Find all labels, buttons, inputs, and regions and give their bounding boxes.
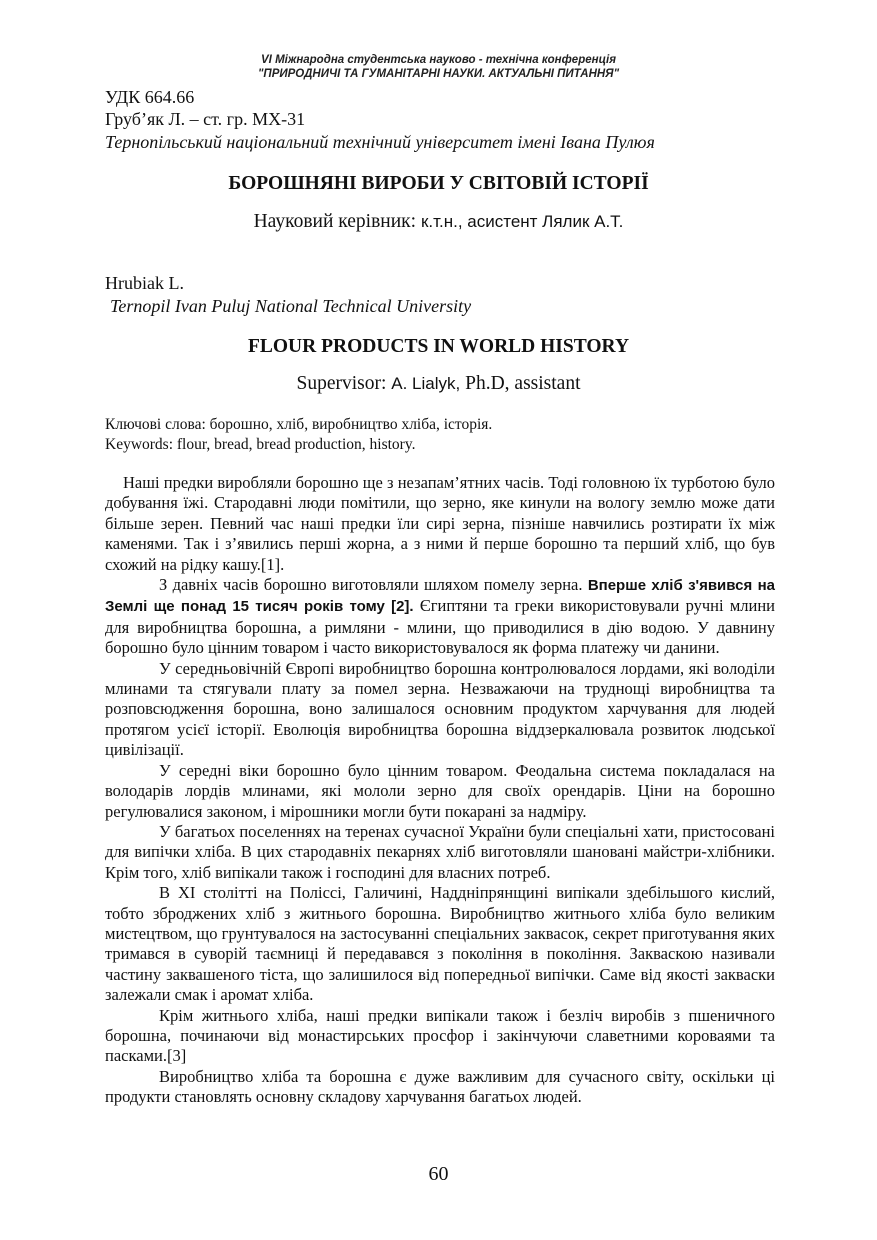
paragraph-2-end: Єгиптяни та греки використовували ручні млини для виробництва борошна, а римляни - млини, що приводилися в дію водою. У давнину борошно було цінним товаром і часто використовувалося як форма платежу чи данини.: [105, 596, 775, 658]
keywords-en: Keywords: flour, bread, bread production, history.: [105, 436, 416, 453]
conference-header-line2: "ПРИРОДНИЧІ ТА ГУМАНІТАРНІ НАУКИ. АКТУАЛЬНІ ПИТАННЯ": [257, 68, 620, 80]
supervisor-en-suffix: Ph.D, assistant: [460, 373, 581, 394]
paragraph-7: Крім житнього хліба, наші предки випікали також і безліч виробів з пшеничного борошна, починаючи від монастирських просфор і закінчуючи славетними короваями та пасками.[3]: [105, 1005, 775, 1066]
affiliation-en: Ternopil Ivan Puluj National Technical University: [110, 296, 472, 316]
author-ua: Груб’як Л. – ст. гр. МХ-31: [105, 109, 306, 129]
supervisor-ua-name: к.т.н., асистент Лялик А.Т.: [420, 212, 624, 231]
supervisor-ua-prefix: Науковий керівник:: [253, 211, 421, 232]
title-en: FLOUR PRODUCTS IN WORLD HISTORY: [247, 336, 630, 357]
affiliation-ua: Тернопільський національний технічний університет імені Івана Пулюя: [105, 132, 655, 152]
paragraph-2: [105, 575, 775, 659]
supervisor-en-prefix: Supervisor:: [296, 373, 392, 394]
page-number: 60: [428, 1163, 449, 1185]
paragraph-2-highlight: Вперше хліб з'явився на Землі ще понад 15 тисяч років тому [2].: [105, 577, 775, 616]
paragraph-5: У багатьох поселеннях на теренах сучасної України були спеціальні хати, пристосовані для випічки хліба. В цих стародавніх пекарнях хліб виготовляли шановані майстри-хлібники. Крім того, хліб випікали також і господині для власних потреб.: [105, 821, 775, 882]
paragraph-1: Наші предки виробляли борошно ще з незапам’ятних часів. Тоді головною їх турботою було добування їжі. Стародавні люди помітили, що зерно, яке кинули на вологу землю може дати більше зерен. Певний час наші предки їли сирі зерна, пізніше навчились розтирати їх між каменями. Так і з’явились перші жорна, а з ними й перше борошно та перший хліб, що був схожий на рідку кашу.[1].: [105, 473, 775, 574]
paragraph-3: У середньовічній Європі виробництво борошна контролювалося лордами, які володіли млинами та стягували плату за помел зерна. Незважаючи на труднощі виробництва та розповсюдження борошна, воно залишалося основним продуктом харчування для людей протягом усієї історії. Еволюція виробництва борошна віддзеркалювала розвиток людської цивілізації.: [105, 658, 775, 760]
udk-code: УДК 664.66: [105, 87, 195, 107]
title-ua: БОРОШНЯНІ ВИРОБИ У СВІТОВІЙ ІСТОРІЇ: [228, 173, 649, 194]
article-body: [105, 473, 775, 1108]
paragraph-6: В XI столітті на Поліссі, Галичині, Наддніпрянщині випікали здебільшого кислий, тобто зброджених хліб з житнього борошна. Виробництво житнього хліба було великим мистецтвом, що грунтувалося на застосуванні спеціальних заквасок, секрет приготування яких тримався в суворій таємниці й передавався з покоління в покоління. Закваскою називали частину заквашеного тіста, що залишилося від попередньої випічки. Саме від якості закваски залежали смак і аромат хліба.: [105, 883, 775, 1005]
author-en: Hrubiak L.: [105, 273, 184, 293]
conference-header-line1: VI Міжнародна студентська науково - технічна конференція: [261, 54, 616, 66]
paragraph-2-start: З давніх часів борошно виготовляли шляхом помелу зерна.: [159, 575, 588, 595]
supervisor-ua: [0, 210, 877, 234]
paragraph-4: У середні віки борошно було цінним товаром. Феодальна система покладалася на володарів лордів млинами, які мололи зерно для своїх орендарів. Ціни на борошно регулювалися законом, і мірошники могли бути покарані за надміру.: [105, 760, 775, 821]
supervisor-en-name: A. Lialyk,: [391, 374, 461, 393]
paragraph-8: Виробництво хліба та борошна є дуже важливим для сучасного світу, оскільки ці продукти становлять основну складову харчування багатьох людей.: [105, 1066, 775, 1107]
keywords-ua: Ключові слова: борошно, хліб, виробництво хліба, історія.: [105, 416, 493, 433]
supervisor-en: [0, 372, 877, 396]
